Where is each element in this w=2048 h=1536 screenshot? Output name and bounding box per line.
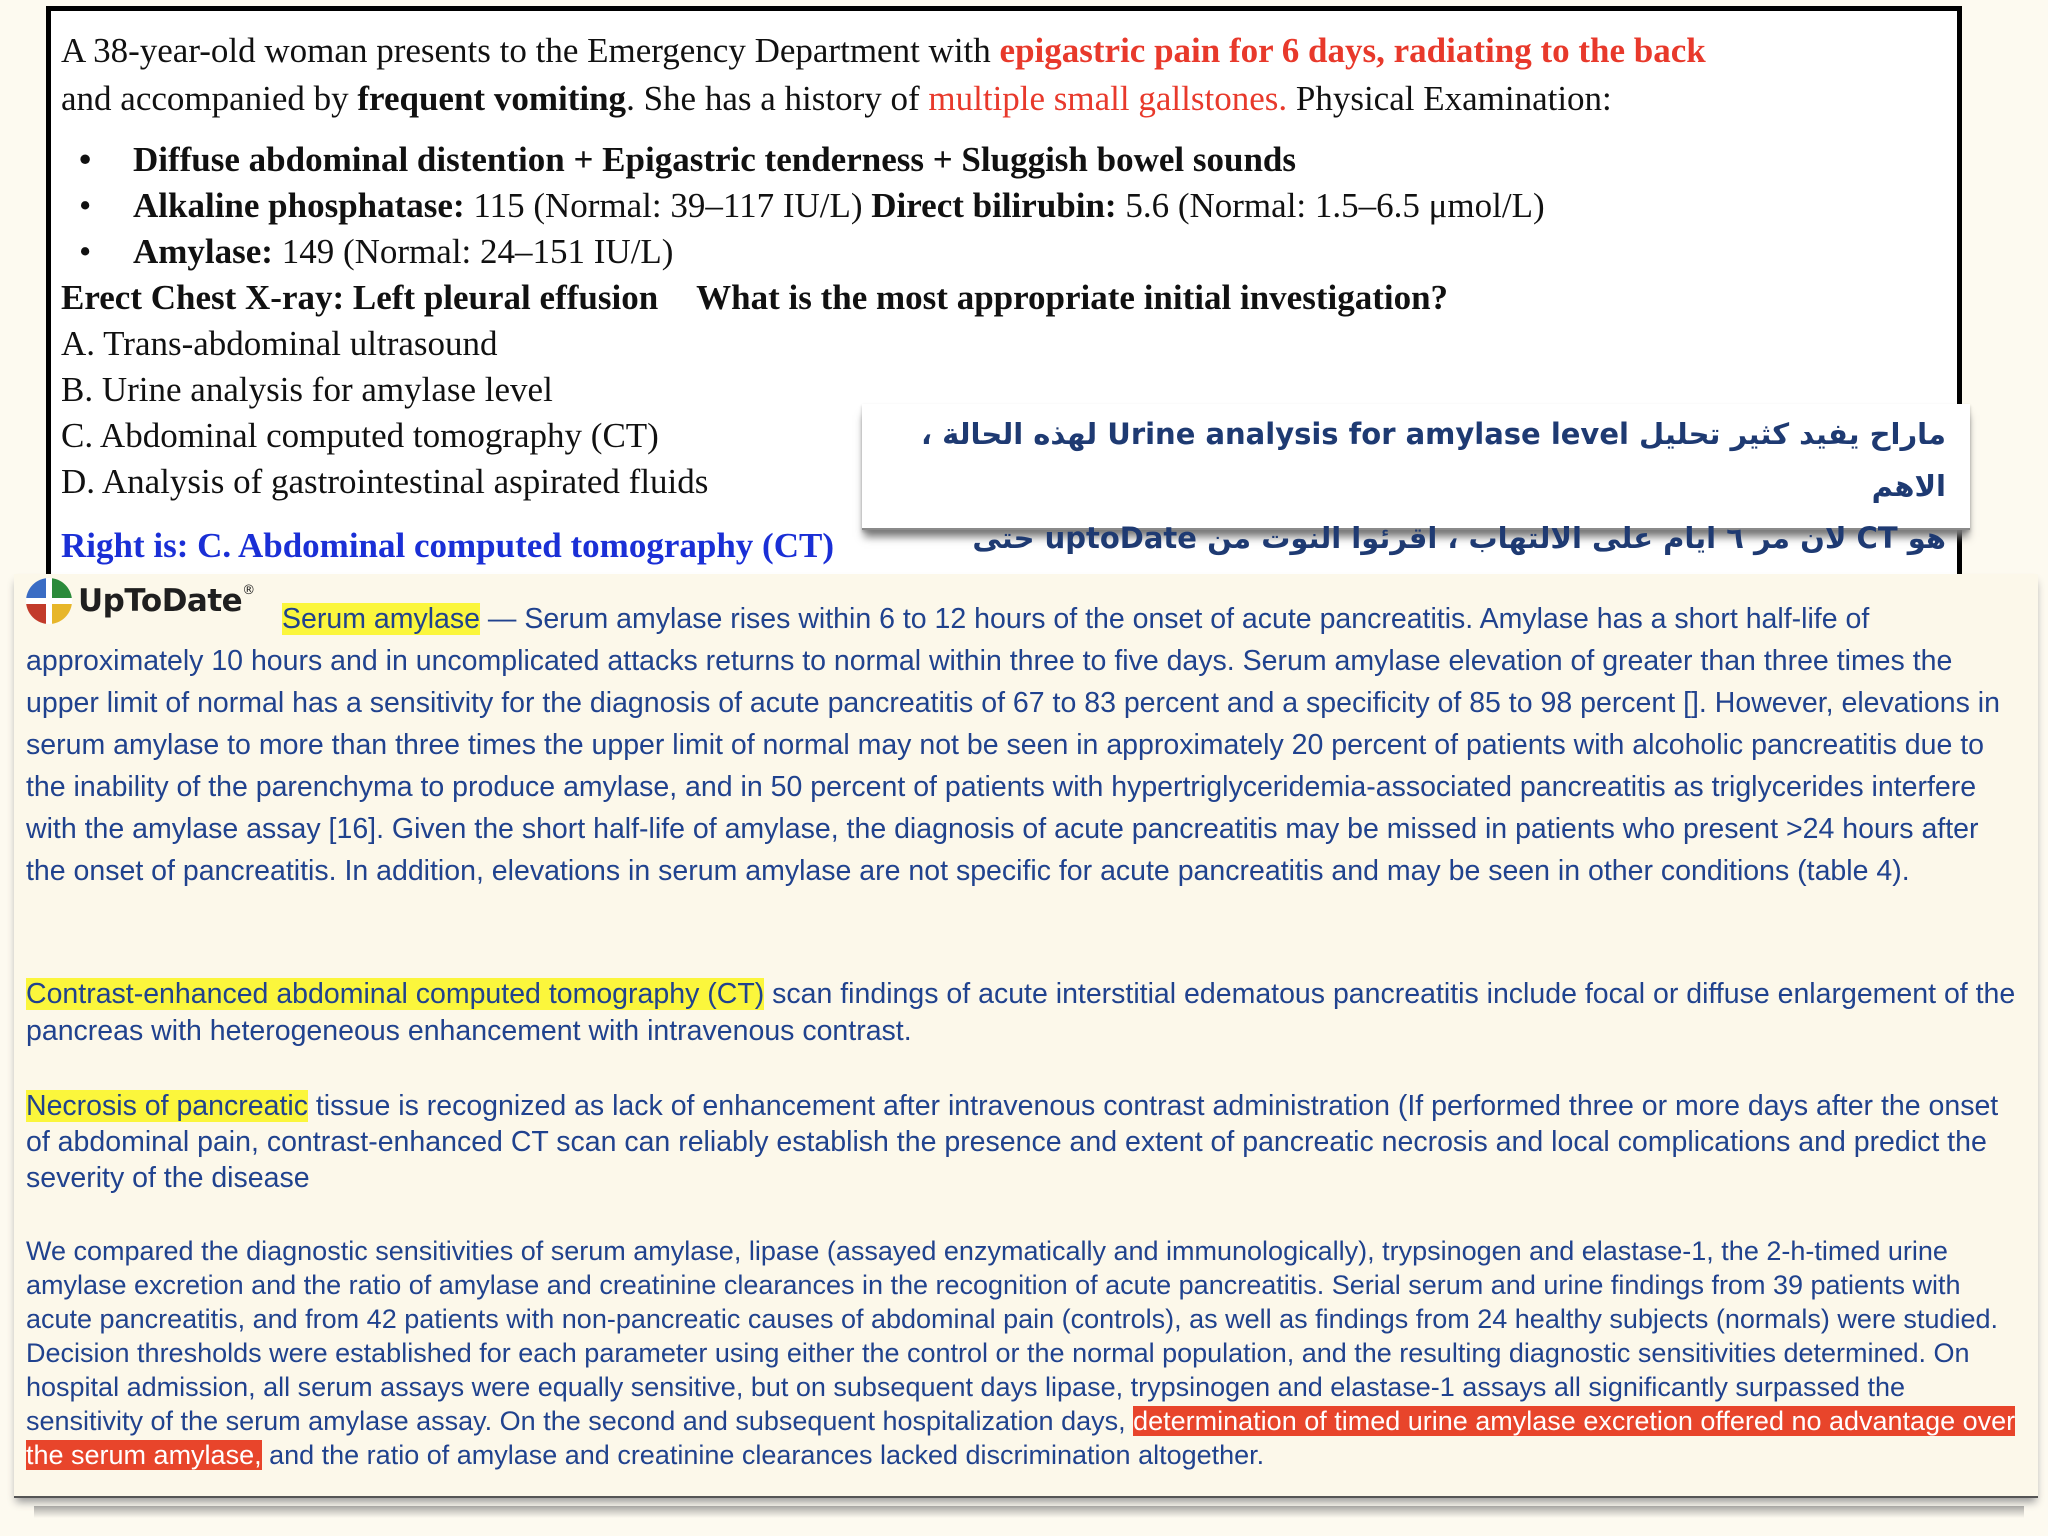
stem-text: . She has a history of xyxy=(626,79,929,118)
paragraph-text: tissue is recognized as lack of enhancement after intravenous contrast administration (If performed three or more days after the onset of abdominal pain, contrast-enhanced CT scan can reliably establish the presence and extent of pancreatic necrosis and local complications and predict the severity of the disease xyxy=(26,1090,1999,1194)
bilirubin-label: Direct bilirubin: xyxy=(871,186,1117,225)
paragraph-text: We compared the diagnostic sensitivities of serum amylase, lipase (assayed enzymatically and immunologically), trypsinogen and elastase-1, the 2-h-timed urine amylase excretion and the ratio of amylase and creatinine clearances in the recognition of acute pancreatitis. Serial serum and urine findings from 39 patients with acute pancreatitis, and from 42 patients with non-pancreatic causes of abdominal pain (controls), as well as findings from 24 healthy subjects (normals) were studied. Decision thresholds were established for each parameter using either the control or the normal population, and the resulting diagnostic sensitivities determined. On hospital admission, all serum assays were equally sensitive, but on subsequent days lipase, trypsinogen and elastase-1 assays all significantly surpassed the sensitivity of the serum amylase assay. On the second and subsequent hospitalization days, xyxy=(26,1236,1999,1436)
amylase-value: 149 (Normal: 24–151 IU/L) xyxy=(272,232,674,271)
stem-text: A 38-year-old woman presents to the Emergency Department with xyxy=(61,31,1000,70)
paragraph-contrast-ct xyxy=(26,976,2022,1050)
paragraph-serum-amylase xyxy=(26,598,2022,892)
note-line: ماراح يفيد كثير تحليل Urine analysis for amylase level لهذه الحالة ، الاهم xyxy=(920,417,1946,503)
exam-finding: • Diffuse abdominal distention + Epigastric tenderness + Sluggish bowel sounds xyxy=(61,137,1947,183)
answer-option: D. Analysis of gastrointestinal aspirated fluids xyxy=(61,462,709,501)
question-ask xyxy=(61,275,1947,321)
uptodate-logo-text: UpToDate® xyxy=(78,583,255,619)
stem-emphasis-gallstones: multiple small gallstones xyxy=(928,79,1279,118)
stem-text: Physical Examination: xyxy=(1287,79,1612,118)
lab-finding xyxy=(61,183,1947,229)
question-prompt: What is the most appropriate initial investigation? xyxy=(696,278,1449,317)
answer-option: B. Urine analysis for amylase level xyxy=(61,370,553,409)
highlight-serum-amylase: Serum amylase xyxy=(282,603,480,635)
paragraph-study xyxy=(26,1234,2022,1472)
torn-edge-shadow xyxy=(34,1506,2024,1518)
stem-emphasis-pain: epigastric pain for 6 days xyxy=(999,31,1377,70)
answer-option: A. Trans-abdominal ultrasound xyxy=(61,324,498,363)
cxr-finding: Erect Chest X-ray: Left pleural effusion xyxy=(61,278,659,317)
alp-value: 115 (Normal: 39–117 IU/L) xyxy=(464,186,872,225)
lab-finding xyxy=(61,229,1947,275)
arabic-annotation-note xyxy=(862,404,1970,555)
correct-answer: Right is: C. Abdominal computed tomography (CT) xyxy=(61,526,834,565)
paragraph-text: — Serum amylase rises within 6 to 12 hours of the onset of acute pancreatitis. Amylase has a short half-life of approximately 10 hours and in uncomplicated attacks returns to normal within three to five days. Serum amylase elevation of greater than three times the upper limit of normal has a sensitivity for the diagnosis of acute pancreatitis of 67 to 83 percent and a specificity of 85 to 98 percent []. However, elevations in serum amylase to more than three times the upper limit of normal may not be seen in approximately 20 percent of patients with alcoholic pancreatitis due to the inability of the parenchyma to produce amylase, and in 50 percent of patients with hypertriglyceridemia-associated pancreatitis as triglycerides interfere with the amylase assay [16]. Given the short half-life of amylase, the diagnosis of acute pancreatitis may be missed in patients who present >24 hours after the onset of pancreatitis. In addition, elevations in serum amylase are not specific for acute pancreatitis and may be seen in other conditions (table 4). xyxy=(26,603,2000,887)
exam-findings-list xyxy=(61,137,1947,275)
stem-emphasis-vomiting: frequent vomiting xyxy=(357,79,627,118)
paragraph-necrosis xyxy=(26,1088,2022,1196)
answer-option: C. Abdominal computed tomography (CT) xyxy=(61,416,659,455)
bilirubin-value: 5.6 (Normal: 1.5–6.5 μmol/L) xyxy=(1116,186,1545,225)
alp-label: Alkaline phosphatase: xyxy=(133,186,465,225)
stem-text: and accompanied by xyxy=(61,79,358,118)
paragraph-text: scan findings of acute interstitial edematous pancreatitis include focal or diffuse enlargement of the pancreas with heterogeneous enhancement with intravenous contrast. xyxy=(26,978,2016,1047)
amylase-label: Amylase: xyxy=(133,232,273,271)
stem-emphasis-comma: , xyxy=(1376,31,1394,70)
question-stem xyxy=(61,27,1947,123)
stem-emphasis-period: . xyxy=(1278,79,1288,118)
highlight-necrosis: Necrosis of pancreatic xyxy=(26,1090,308,1122)
stem-emphasis-radiation: radiating to the back xyxy=(1393,31,1706,70)
paragraph-text: and the ratio of amylase and creatinine clearances lacked discrimination altogether. xyxy=(261,1440,1265,1470)
highlight-contrast-ct: Contrast-enhanced abdominal computed tomography (CT) xyxy=(26,978,765,1010)
highlight-urine-amylase: determination of timed urine amylase excretion offered no advantage over the serum amylase, xyxy=(26,1406,2016,1470)
note-line: هو CT لان مر ٦ ايام على الالتهاب ، اقرئوا النوت من uptoDate حتى xyxy=(972,521,1946,555)
uptodate-excerpt xyxy=(14,574,2038,1498)
